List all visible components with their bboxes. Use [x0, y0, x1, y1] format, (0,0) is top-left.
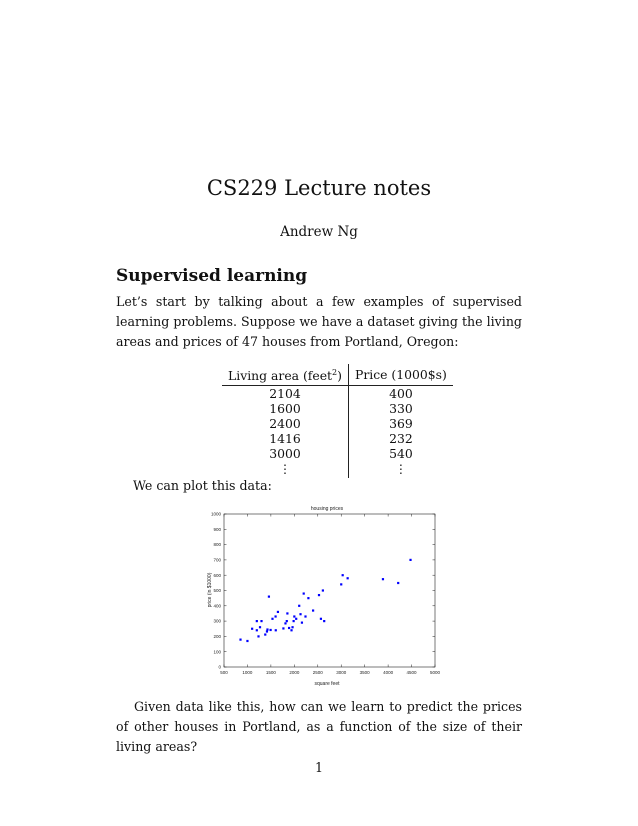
table-ellipsis-row: ⋮ ⋮ — [222, 461, 453, 478]
data-point — [293, 620, 295, 622]
data-point — [307, 597, 309, 599]
data-point — [303, 592, 305, 594]
data-point — [268, 596, 270, 598]
table-header-living-area: Living area (feet$^2$) — [222, 364, 348, 386]
data-point — [264, 633, 266, 635]
data-point — [246, 640, 248, 642]
data-point — [304, 615, 306, 617]
x-tick-label: 2000 — [289, 670, 300, 675]
data-point — [259, 626, 261, 628]
data-point — [397, 582, 399, 584]
data-point — [282, 627, 284, 629]
x-tick-label: 2500 — [312, 670, 323, 675]
data-point — [322, 589, 324, 591]
data-point — [298, 605, 300, 607]
data-point — [266, 628, 268, 630]
data-point — [347, 577, 349, 579]
y-tick-label: 200 — [213, 634, 221, 639]
data-point — [270, 629, 272, 631]
table-row: 2400 369 — [222, 416, 453, 431]
intro-paragraph: Let’s start by talking about a few examples of supervised learning problems. Suppose we have a dataset giving the living areas and prices of 47 houses from Portland, Oregon: — [116, 294, 522, 349]
table-header-price: Price (1000$s) — [348, 364, 452, 386]
x-tick-label: 4000 — [383, 670, 394, 675]
data-point — [251, 628, 253, 630]
data-point — [239, 639, 241, 641]
data-point — [274, 615, 276, 617]
page-number: 1 — [314, 760, 323, 775]
data-point — [286, 612, 288, 614]
x-tick-label: 5000 — [429, 670, 441, 675]
x-tick-label: 4500 — [406, 670, 417, 675]
data-point — [256, 620, 258, 622]
data-point — [288, 627, 290, 629]
y-tick-label: 500 — [213, 588, 221, 594]
data-point — [342, 574, 344, 576]
document-title: CS229 Lecture notes — [206, 176, 432, 200]
data-point — [323, 620, 325, 622]
data-point — [312, 609, 314, 611]
data-point — [291, 626, 293, 628]
y-tick-label: 700 — [213, 557, 221, 563]
y-tick-label: 1000 — [210, 511, 221, 517]
chart-title: housing prices — [310, 506, 344, 512]
data-point — [340, 583, 342, 585]
data-point — [275, 629, 277, 631]
chart-plot-frame — [224, 514, 435, 667]
table-row: 1416 232 — [222, 431, 453, 446]
x-tick-label: 500 — [220, 670, 228, 675]
plot-intro-text: We can plot this data: — [133, 478, 272, 493]
data-point — [409, 559, 411, 561]
data-point — [257, 635, 259, 637]
y-tick-label: 300 — [213, 618, 221, 624]
data-point — [299, 613, 301, 615]
table-row: 1600 330 — [222, 401, 453, 416]
data-point — [271, 618, 273, 620]
data-point — [290, 629, 292, 631]
x-tick-label: 1500 — [265, 670, 276, 675]
data-point — [318, 594, 320, 596]
y-tick-label: 900 — [213, 526, 221, 532]
data-point — [256, 629, 258, 631]
data-point — [320, 618, 322, 620]
y-tick-label: 600 — [213, 572, 221, 578]
data-point — [382, 578, 384, 580]
data-point — [284, 622, 286, 624]
table-row: 3000 540 — [222, 446, 453, 461]
data-point — [266, 630, 268, 632]
x-tick-label: 3500 — [359, 670, 370, 675]
y-tick-label: 400 — [213, 603, 221, 609]
data-point — [293, 615, 295, 617]
section-heading: Supervised learning — [116, 266, 308, 286]
data-point — [277, 611, 279, 613]
x-tick-label: 3000 — [336, 670, 347, 675]
x-tick-label: 1000 — [242, 670, 253, 675]
data-point — [295, 618, 297, 620]
table-row: 2104 400 — [222, 386, 453, 402]
data-point — [301, 622, 303, 624]
chart-x-axis-label: square feet — [314, 681, 340, 687]
document-author: Andrew Ng — [280, 224, 358, 240]
data-point — [286, 620, 288, 622]
y-tick-label: 0 — [218, 664, 221, 670]
y-tick-label: 800 — [213, 542, 221, 548]
closing-paragraph: Given data like this, how can we learn to predict the prices of other houses in Portland, as a function of the size of their living areas? — [116, 699, 522, 754]
data-point — [260, 620, 262, 622]
chart-y-axis-label: price (in $1000) — [207, 572, 213, 608]
y-tick-label: 100 — [213, 649, 221, 655]
